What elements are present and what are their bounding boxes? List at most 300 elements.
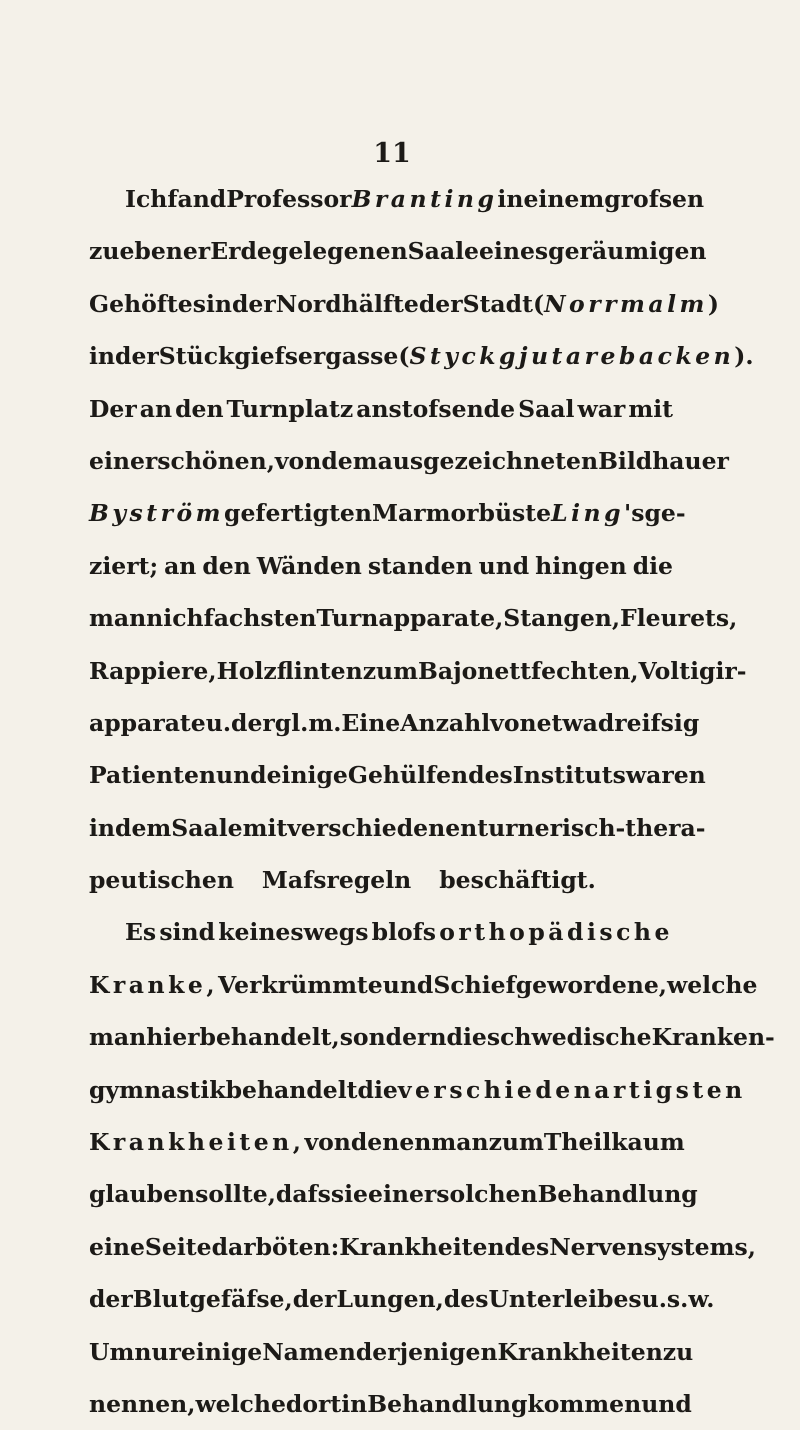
word — [537, 697, 598, 749]
word-text: Voltigir- — [638, 656, 747, 685]
word — [134, 1326, 181, 1378]
word-text: an — [139, 394, 173, 423]
word — [89, 435, 157, 487]
emphasized-text: Styckgjutarebacken — [409, 342, 735, 371]
word-text: Anzahl — [400, 708, 491, 737]
word — [398, 330, 753, 382]
word — [89, 1064, 226, 1116]
word — [145, 1221, 212, 1273]
word — [503, 592, 620, 644]
word — [340, 1011, 447, 1063]
emphasized-text: Branting — [351, 185, 498, 213]
word-text: man — [89, 1023, 147, 1052]
word-text: geräumigen — [548, 237, 707, 266]
word-text: Wänden — [256, 551, 362, 580]
word-text: Ich — [125, 185, 168, 213]
word — [356, 383, 515, 435]
word-text: keineswegs — [218, 918, 369, 947]
word — [89, 749, 216, 801]
word-text: Um — [89, 1337, 135, 1366]
text-line — [89, 1273, 715, 1325]
word — [267, 749, 348, 801]
word-text: Lungen, — [336, 1285, 444, 1314]
word — [115, 330, 159, 382]
word-text: zum — [488, 1128, 544, 1157]
word-text: gefertigten — [224, 499, 372, 528]
word-text: Stadt — [462, 289, 533, 318]
word — [125, 906, 156, 958]
word — [368, 1168, 436, 1220]
word-text: sind — [159, 918, 216, 947]
word-text: Saale — [171, 813, 243, 842]
word — [336, 1273, 443, 1325]
word-text: des — [468, 761, 513, 790]
word-text: der — [292, 1285, 337, 1314]
word — [444, 1273, 489, 1325]
word — [226, 173, 351, 225]
word — [224, 487, 372, 539]
word — [159, 330, 399, 382]
word-text: Nordhälfte — [275, 289, 419, 318]
word-text: Namen — [262, 1337, 356, 1366]
word-text: etwa — [536, 708, 598, 737]
word — [243, 802, 288, 854]
word-text: sondern — [339, 1023, 447, 1052]
word — [89, 1011, 146, 1063]
word-text: einige — [266, 761, 348, 790]
word-text: die — [632, 551, 673, 580]
word-text: schönen, — [157, 446, 275, 475]
word-text: und — [382, 970, 434, 999]
word-text: Erde — [210, 237, 272, 266]
text-line — [89, 1326, 694, 1378]
word — [383, 959, 434, 1011]
word — [549, 1221, 756, 1273]
word — [210, 225, 272, 277]
word — [372, 906, 436, 958]
word — [331, 1168, 368, 1220]
word-text: Professor — [226, 185, 352, 213]
word — [667, 1273, 688, 1325]
word — [527, 1378, 641, 1430]
word-text: in — [89, 342, 116, 371]
word — [408, 225, 479, 277]
word — [212, 1221, 340, 1273]
word — [477, 802, 705, 854]
text-line — [89, 854, 673, 906]
word — [216, 749, 267, 801]
word-text: dem — [321, 446, 378, 475]
word — [490, 697, 536, 749]
word — [276, 278, 419, 330]
word — [447, 1011, 487, 1063]
text-line — [89, 1378, 692, 1430]
word — [633, 540, 673, 592]
word — [89, 592, 316, 644]
word-text: nur — [134, 1337, 181, 1366]
word-text: Der — [89, 394, 137, 423]
word-text: Gehöftes — [89, 289, 206, 318]
word — [276, 1168, 331, 1220]
word-text: gymnastik — [89, 1075, 226, 1104]
word-text: in — [89, 813, 116, 842]
word-text: und — [641, 1389, 692, 1418]
word — [89, 383, 137, 435]
word-text: Holzflinten — [216, 656, 363, 685]
word — [463, 278, 533, 330]
text-line — [89, 906, 673, 958]
word — [498, 1326, 663, 1378]
text-line — [89, 330, 754, 382]
body-text — [89, 173, 775, 1430]
word-text: welche — [666, 970, 758, 999]
word — [206, 278, 232, 330]
word — [125, 173, 167, 225]
word-text: Nervensystems, — [549, 1232, 756, 1261]
word-text: einer — [89, 446, 158, 475]
word-text: ( — [398, 342, 410, 371]
word — [356, 1326, 498, 1378]
word — [548, 225, 706, 277]
word-text: Turnapparate, — [316, 604, 504, 633]
word — [641, 1378, 692, 1430]
word — [479, 225, 548, 277]
word-text: behandelt — [225, 1075, 358, 1104]
word — [611, 1116, 684, 1168]
word-text: dafs — [275, 1180, 331, 1209]
word — [275, 435, 321, 487]
text-line — [89, 1011, 775, 1063]
word-text: anstofsende — [356, 394, 516, 423]
text-line — [89, 749, 706, 801]
emphasized-text: Byström — [89, 499, 225, 528]
word — [287, 802, 477, 854]
word — [468, 749, 513, 801]
word-text: der — [231, 289, 276, 318]
word-text: Marmorbüste — [371, 499, 552, 528]
word-text: Fleurets, — [620, 604, 738, 633]
word — [89, 330, 115, 382]
word-text: w. — [688, 1285, 715, 1314]
text-line — [89, 592, 738, 644]
word — [89, 1221, 145, 1273]
word-text: ). — [734, 342, 754, 371]
emphasized-text: verschiedenartigsten — [397, 1075, 746, 1104]
word — [544, 1116, 611, 1168]
word-text: Es — [125, 918, 157, 947]
word-text: ebener — [119, 237, 211, 266]
word-text: in — [497, 185, 524, 213]
word — [644, 487, 685, 539]
word-text: des — [443, 1285, 489, 1314]
word — [398, 1064, 746, 1116]
word — [620, 592, 737, 644]
word-text: des — [504, 1232, 550, 1261]
word — [218, 959, 383, 1011]
word — [262, 1326, 356, 1378]
word-text: dreifsig — [597, 708, 700, 737]
word — [157, 435, 275, 487]
word — [341, 1378, 367, 1430]
text-line — [89, 435, 729, 487]
word — [167, 173, 226, 225]
word — [206, 697, 231, 749]
word — [577, 383, 625, 435]
word-text: Unterleibes — [488, 1285, 642, 1314]
word — [202, 540, 250, 592]
word-text: dergl. — [231, 708, 309, 737]
word — [89, 854, 248, 906]
text-line — [89, 959, 758, 1011]
word-text: mit — [628, 394, 673, 423]
word — [667, 959, 757, 1011]
word — [419, 278, 463, 330]
word-text: Behandlung — [537, 1180, 698, 1209]
word-text: glauben — [89, 1180, 196, 1209]
word — [688, 1273, 714, 1325]
word — [351, 1116, 432, 1168]
word-text: s. — [666, 1285, 689, 1314]
word-text: den — [175, 394, 224, 423]
word-text: standen — [367, 551, 473, 580]
word-text: darböten: — [211, 1232, 340, 1261]
word-text: war — [577, 394, 626, 423]
word-text: sie — [330, 1180, 368, 1209]
word-text: Saale — [407, 237, 479, 266]
word-text: Stangen, — [503, 604, 621, 633]
text-line — [89, 278, 720, 330]
word-text: Behandlung — [367, 1389, 528, 1418]
word — [652, 1011, 775, 1063]
word-text: blofs — [371, 918, 437, 947]
word — [231, 697, 308, 749]
word-text: Rappiere, — [89, 656, 217, 685]
word — [89, 802, 115, 854]
word-text: Instituts — [512, 761, 626, 790]
word-text: Seite — [144, 1232, 212, 1261]
word — [171, 802, 242, 854]
word-text: Kranken- — [651, 1023, 775, 1052]
word-text: Schiefgewordene, — [433, 970, 667, 999]
word — [639, 645, 747, 697]
word-text: ( — [532, 289, 545, 318]
word — [479, 540, 530, 592]
word — [551, 487, 644, 539]
word — [175, 383, 223, 435]
word — [439, 854, 610, 906]
text-line — [89, 697, 700, 749]
word — [538, 1168, 698, 1220]
word-text: u. — [641, 1285, 667, 1314]
text-line — [89, 225, 707, 277]
word — [487, 1011, 652, 1063]
word-text: eine — [89, 1232, 145, 1261]
text-line — [89, 645, 747, 697]
word-text: einer — [368, 1180, 437, 1209]
word — [181, 1326, 262, 1378]
word-text: welche — [195, 1389, 286, 1418]
word — [304, 1116, 350, 1168]
word — [358, 1064, 398, 1116]
text-line — [89, 487, 686, 539]
word-text: in — [205, 289, 232, 318]
word-text: ziert; — [89, 551, 159, 580]
word — [400, 697, 490, 749]
word — [489, 1116, 544, 1168]
word-text: die — [357, 1075, 398, 1104]
word-text: hier — [146, 1023, 200, 1052]
word — [533, 278, 719, 330]
word — [348, 749, 468, 801]
word-text: der — [115, 342, 159, 371]
text-line — [89, 173, 705, 225]
word-text: waren — [625, 761, 706, 790]
word — [488, 1273, 641, 1325]
word — [367, 1378, 527, 1430]
word — [363, 645, 418, 697]
word — [89, 278, 206, 330]
word-text: von — [274, 446, 322, 475]
text-line — [89, 383, 673, 435]
word — [626, 749, 706, 801]
word-text: peutischen — [89, 866, 234, 895]
word-text: behandelt, — [199, 1023, 340, 1052]
word-text: mannichfachsten — [89, 604, 317, 633]
word-text: kaum — [611, 1128, 685, 1157]
word — [368, 540, 473, 592]
word — [663, 1326, 693, 1378]
word-text: ausgezeichneten — [377, 446, 599, 475]
word-text: und — [478, 551, 530, 580]
word-text: grofsen — [604, 185, 705, 213]
word — [217, 645, 363, 697]
word-text: u. — [205, 708, 232, 737]
text-line — [89, 1064, 746, 1116]
word — [352, 173, 498, 225]
word-text: Bajonettfechten, — [418, 656, 639, 685]
word-text: gelegenen — [271, 237, 408, 266]
word-text: hingen — [535, 551, 627, 580]
word-text: der — [89, 1285, 133, 1314]
word-text: Theil — [543, 1128, 612, 1157]
word-text: die — [446, 1023, 487, 1052]
word-text: zu — [662, 1337, 694, 1366]
word — [433, 959, 667, 1011]
word-text: Bildhauer — [598, 446, 729, 475]
word — [89, 645, 217, 697]
word-text: turnerisch-thera- — [477, 813, 706, 842]
word — [89, 1378, 195, 1430]
word-text: Krankheiten — [339, 1232, 505, 1261]
word-text: eines — [478, 237, 549, 266]
word — [308, 697, 341, 749]
text-line — [89, 1168, 698, 1220]
emphasized-text: Norrmalm — [544, 289, 708, 318]
word-text: man — [431, 1128, 489, 1157]
word — [89, 959, 218, 1011]
word — [89, 225, 119, 277]
word — [418, 645, 639, 697]
text-line — [89, 540, 673, 592]
word-text: von — [304, 1128, 351, 1157]
word — [227, 383, 354, 435]
word-text: mit — [242, 813, 288, 842]
word-text: an — [164, 551, 197, 580]
word — [257, 540, 362, 592]
word — [89, 697, 206, 749]
word — [89, 487, 224, 539]
word — [628, 383, 673, 435]
word-text: Eine — [341, 708, 401, 737]
word — [316, 592, 503, 644]
word — [146, 1011, 199, 1063]
word-text: Patienten — [89, 761, 216, 790]
word — [535, 540, 627, 592]
word-text: denen — [350, 1128, 432, 1157]
word-text: Saal — [518, 394, 575, 423]
word — [513, 749, 626, 801]
emphasized-text: Krankheiten, — [89, 1128, 305, 1157]
word — [272, 225, 408, 277]
word — [89, 1273, 133, 1325]
word — [378, 435, 598, 487]
word — [89, 1168, 195, 1220]
word-text: zum — [362, 656, 418, 685]
word — [497, 173, 523, 225]
word — [439, 906, 673, 958]
word-text: ge- — [644, 499, 686, 528]
word-text: in — [341, 1389, 368, 1418]
word — [115, 802, 171, 854]
word-text: dort — [285, 1389, 342, 1418]
word — [286, 1378, 341, 1430]
word-text: m. — [308, 708, 342, 737]
word-text: zu — [89, 237, 120, 266]
word — [505, 1221, 550, 1273]
word-text: und — [215, 761, 267, 790]
word-text: solchen — [436, 1180, 538, 1209]
word-text: derjenigen — [355, 1337, 498, 1366]
word-text: einem — [523, 185, 605, 213]
word — [431, 1116, 488, 1168]
word — [164, 540, 196, 592]
word-text: Krankheiten — [497, 1337, 663, 1366]
word — [89, 540, 158, 592]
word — [89, 1116, 304, 1168]
word — [195, 1168, 276, 1220]
word-text: 's — [624, 499, 645, 528]
word-text: ) — [707, 289, 720, 318]
emphasized-text: Ling — [551, 499, 625, 528]
word-text: sollte, — [195, 1180, 276, 1209]
word — [218, 906, 368, 958]
word-text: beschäftigt. — [439, 866, 596, 895]
word — [159, 906, 215, 958]
word — [341, 697, 400, 749]
word — [642, 1273, 667, 1325]
word — [89, 1326, 134, 1378]
text-line — [89, 1221, 756, 1273]
page-number: 11 — [373, 138, 411, 169]
word-text: der — [418, 289, 463, 318]
word — [523, 173, 604, 225]
word-text: dem — [115, 813, 172, 842]
word — [262, 854, 425, 906]
text-line — [89, 802, 706, 854]
word — [598, 697, 699, 749]
word-text: einige — [180, 1337, 263, 1366]
word-text: apparate — [89, 708, 206, 737]
